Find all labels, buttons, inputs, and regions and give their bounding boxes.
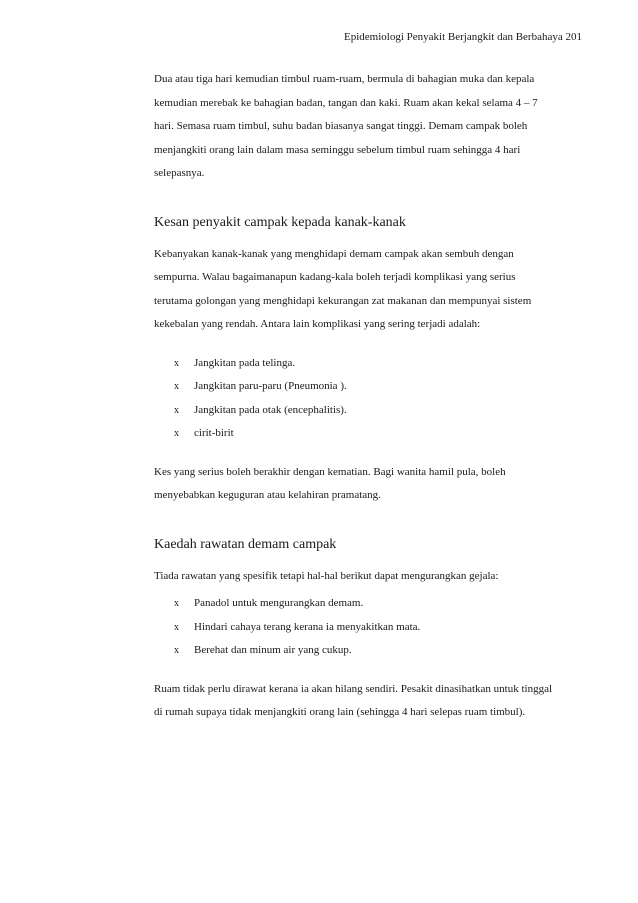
list-item	[154, 592, 554, 616]
section-heading-effects: Kesan penyakit campak kepada kanak-kanak	[154, 214, 406, 230]
list-item	[154, 616, 554, 640]
list-item-text: Panadol untuk mengurangkan demam.	[194, 597, 364, 609]
list-item-text: Jangkitan pada otak (encephalitis).	[194, 403, 347, 416]
complications-list	[154, 352, 554, 446]
list-item-text: Jangkitan paru-paru (Pneumonia ).	[194, 380, 347, 392]
treatment-list	[154, 592, 554, 663]
bullet-marker: x	[174, 598, 179, 609]
bullet-marker: x	[174, 404, 179, 416]
treatment-paragraph: Tiada rawatan yang spesifik tetapi hal-hal berikut dapat mengurangkan gejala:	[154, 569, 499, 582]
bullet-marker: x	[174, 645, 179, 656]
list-item-text: Hindari cahaya terang kerana ia menyakitkan mata.	[194, 620, 421, 633]
running-header: Epidemiologi Penyakit Berjangkit dan Berbahaya 201	[344, 31, 582, 43]
list-item-text: cirit-birit	[194, 427, 234, 439]
list-item	[154, 639, 554, 663]
list-item	[154, 422, 554, 446]
effects-paragraph: Kebanyakan kanak-kanak yang menghidapi demam campak akan sembuh dengan sempurna. Walau bagaimanapun kadang-kala boleh terjadi komplikasi yang serius terutama golongan yang menghidapi kekurangan zat makanan dan mempunyai sistem kekebalan yang rendah. Antara lain komplikasi yang sering terjadi adalah:	[154, 247, 532, 330]
list-item-text: Berehat dan minum air yang cukup.	[194, 644, 352, 656]
page-body	[154, 68, 554, 725]
bullet-marker: x	[174, 621, 179, 633]
intro-paragraph: Dua atau tiga hari kemudian timbul ruam-ruam, bermula di bahagian muka dan kepala kemudian merebak ke bahagian badan, tangan dan kaki. Ruam akan kekal selama 4 – 7 hari. Semasa ruam timbul, suhu badan biasanya sangat tinggi. Demam campak boleh menjangkiti orang lain dalam masa seminggu sebelum timbul ruam sehingga 4 hari selepasnya.	[154, 73, 538, 179]
list-item	[154, 352, 554, 376]
list-item	[154, 375, 554, 399]
bullet-marker: x	[174, 381, 179, 392]
bullet-marker: x	[174, 428, 179, 439]
list-item-text: Jangkitan pada telinga.	[194, 356, 296, 369]
list-item	[154, 399, 554, 423]
section-heading-treatment: Kaedah rawatan demam campak	[154, 536, 337, 552]
treatment-closing-paragraph: Ruam tidak perlu dirawat kerana ia akan hilang sendiri. Pesakit dinasihatkan untuk tinggal di rumah supaya tidak menjangkiti orang lain (sehingga 4 hari selepas ruam timbul).	[154, 682, 553, 718]
effects-closing-paragraph: Kes yang serius boleh berakhir dengan kematian. Bagi wanita hamil pula, boleh menyebabkan keguguran atau kelahiran pramatang.	[154, 465, 506, 501]
bullet-marker: x	[174, 357, 179, 369]
